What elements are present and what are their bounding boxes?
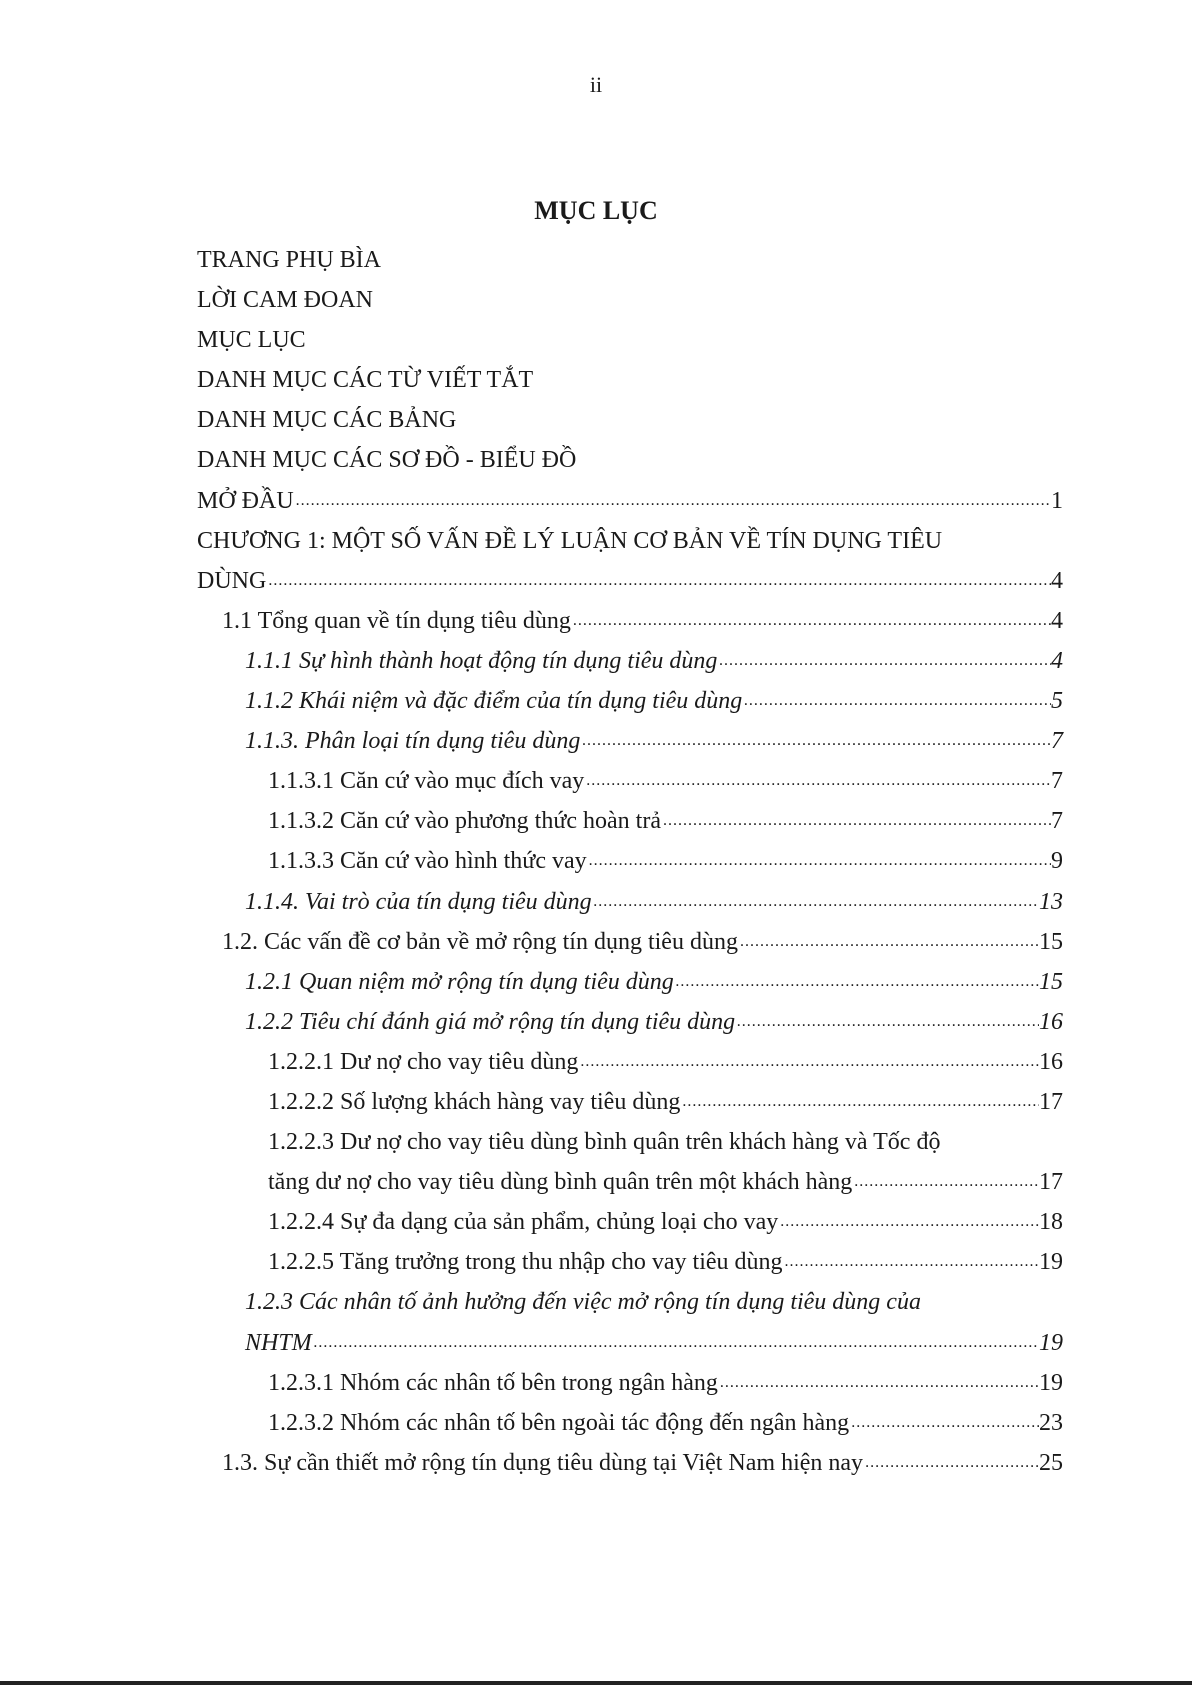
dot-leader — [742, 681, 1051, 721]
toc-item-label: 1.1.3.2 Căn cứ vào phương thức hoàn trả — [268, 808, 661, 835]
toc-item-label: 1.2.2.2 Số lượng khách hàng vay tiêu dùng — [268, 1088, 681, 1115]
toc-item-label: 1.1.3.3 Căn cứ vào hình thức vay — [268, 848, 587, 875]
toc-entry[interactable] — [197, 922, 1063, 962]
toc-item-label: 1.2.2.3 Dư nợ cho vay tiêu dùng bình quân trên khách hàng và Tốc độ — [268, 1129, 941, 1156]
toc-page-number: 13 — [1039, 888, 1063, 915]
dot-leader — [783, 1242, 1039, 1282]
toc-page-number: 9 — [1051, 848, 1063, 875]
toc-item-label: 1.1 Tổng quan về tín dụng tiêu dùng — [222, 607, 571, 634]
dot-leader — [849, 1403, 1039, 1443]
dot-leader — [717, 641, 1051, 681]
toc-entry[interactable] — [197, 841, 1063, 881]
toc-item-label: tăng dư nợ cho vay tiêu dùng bình quân trên một khách hàng — [268, 1169, 853, 1196]
toc-entry[interactable] — [197, 1162, 1063, 1202]
toc-entry[interactable] — [197, 641, 1063, 681]
toc-page-number: 1 — [1051, 487, 1063, 514]
toc-entry[interactable] — [197, 1002, 1063, 1042]
toc-item-label: 1.2.3.1 Nhóm các nhân tố bên trong ngân hàng — [268, 1369, 718, 1396]
toc-page-number: 7 — [1051, 808, 1063, 835]
toc-entry[interactable] — [197, 962, 1063, 1002]
toc-item-label: 1.2.2 Tiêu chí đánh giá mở rộng tín dụng tiêu dùng — [245, 1008, 736, 1035]
dot-leader — [863, 1443, 1039, 1483]
dot-leader — [674, 962, 1039, 1002]
toc-page-number: 17 — [1039, 1169, 1063, 1196]
toc-page-number: 15 — [1039, 928, 1063, 955]
toc-item-label: DANH MỤC CÁC BẢNG — [197, 407, 457, 434]
toc-item-label: 1.2.3 Các nhân tố ảnh hưởng đến việc mở rộng tín dụng tiêu dùng của — [245, 1289, 921, 1316]
toc-item-label: DANH MỤC CÁC SƠ ĐỒ - BIỂU ĐỒ — [197, 447, 577, 474]
toc-front-item[interactable] — [197, 320, 1063, 360]
toc-front-item[interactable] — [197, 360, 1063, 400]
toc-page-number: 7 — [1051, 728, 1063, 755]
toc-page-number: 19 — [1039, 1249, 1063, 1276]
toc-entry[interactable] — [197, 801, 1063, 841]
dot-leader — [738, 922, 1039, 962]
dot-leader — [718, 1363, 1039, 1403]
toc-item-label: NHTM — [245, 1329, 312, 1356]
toc-item-label: 1.1.1 Sự hình thành hoạt động tín dụng tiêu dùng — [245, 647, 718, 674]
toc-page-number: 15 — [1039, 968, 1063, 995]
toc-page-number: 23 — [1039, 1409, 1063, 1436]
toc-item-label: 1.1.4. Vai trò của tín dụng tiêu dùng — [245, 888, 592, 915]
toc-item-label: DANH MỤC CÁC TỪ VIẾT TẮT — [197, 367, 534, 394]
toc-page-number: 16 — [1039, 1048, 1063, 1075]
toc-entry[interactable] — [197, 1202, 1063, 1242]
dot-leader — [312, 1323, 1039, 1363]
toc-entry[interactable] — [197, 721, 1063, 761]
toc-item-label: 1.1.2 Khái niệm và đặc điểm của tín dụng tiêu dùng — [245, 688, 743, 715]
toc-item-label: 1.2.3.2 Nhóm các nhân tố bên ngoài tác động đến ngân hàng — [268, 1409, 850, 1436]
toc-entry[interactable] — [197, 1363, 1063, 1403]
toc-page-number: 17 — [1039, 1088, 1063, 1115]
dot-leader — [778, 1202, 1039, 1242]
toc-item-label: 1.1.3. Phân loại tín dụng tiêu dùng — [245, 728, 581, 755]
toc-page-number: 19 — [1039, 1329, 1063, 1356]
toc-front-item[interactable] — [197, 400, 1063, 440]
toc-item-label: 1.2.2.4 Sự đa dạng của sản phẩm, chủng loại cho vay — [268, 1209, 779, 1236]
toc-page-number: 25 — [1039, 1449, 1063, 1476]
toc-item-label: MỤC LỤC — [197, 327, 306, 354]
toc-item-label: LỜI CAM ĐOAN — [197, 287, 373, 314]
toc-entry[interactable] — [197, 1042, 1063, 1082]
toc-page-number: 19 — [1039, 1369, 1063, 1396]
toc-item-label: TRANG PHỤ BÌA — [197, 247, 382, 273]
toc-entry[interactable] — [197, 1443, 1063, 1483]
toc-item-label: DÙNG — [197, 567, 267, 594]
toc-item-label: 1.2.1 Quan niệm mở rộng tín dụng tiêu dùng — [245, 968, 674, 995]
toc-entry[interactable] — [197, 1323, 1063, 1363]
toc-item-label: 1.2.2.1 Dư nợ cho vay tiêu dùng — [268, 1048, 579, 1075]
dot-leader — [266, 561, 1051, 601]
toc-item-label: CHƯƠNG 1: MỘT SỐ VẤN ĐỀ LÝ LUẬN CƠ BẢN VỀ TÍN DỤNG TIÊU — [197, 527, 943, 554]
bottom-border — [0, 1681, 1192, 1685]
page-number: ii — [589, 72, 603, 97]
table-of-contents — [197, 240, 1063, 1483]
toc-page-number: 18 — [1039, 1209, 1063, 1236]
toc-entry[interactable] — [197, 1242, 1063, 1282]
toc-entry-wrapped-line[interactable] — [197, 1122, 1063, 1162]
dot-leader — [592, 882, 1039, 922]
toc-page-number: 16 — [1039, 1008, 1063, 1035]
toc-entry[interactable] — [197, 681, 1063, 721]
toc-entry[interactable] — [197, 761, 1063, 801]
dot-leader — [578, 1042, 1039, 1082]
toc-front-item[interactable] — [197, 280, 1063, 320]
page-title: MỤC LỤC — [534, 196, 658, 225]
toc-page-number: 4 — [1051, 567, 1063, 594]
toc-entry-wrapped-line[interactable] — [197, 1282, 1063, 1322]
toc-item-label: MỞ ĐẦU — [197, 487, 294, 514]
toc-page-number: 7 — [1051, 768, 1063, 795]
toc-entry[interactable] — [197, 561, 1063, 601]
toc-item-label: 1.2.2.5 Tăng trưởng trong thu nhập cho vay tiêu dùng — [268, 1249, 783, 1276]
dot-leader — [852, 1162, 1039, 1202]
dot-leader — [587, 841, 1051, 881]
toc-entry[interactable] — [197, 1082, 1063, 1122]
toc-entry[interactable] — [197, 601, 1063, 641]
dot-leader — [680, 1082, 1039, 1122]
toc-page-number: 5 — [1051, 688, 1063, 715]
toc-item-label: 1.1.3.1 Căn cứ vào mục đích vay — [268, 768, 585, 795]
toc-entry[interactable] — [197, 882, 1063, 922]
toc-entry[interactable] — [197, 481, 1063, 521]
toc-front-item[interactable] — [197, 440, 1063, 480]
toc-item-label: 1.3. Sự cần thiết mở rộng tín dụng tiêu dùng tại Việt Nam hiện nay — [222, 1449, 864, 1476]
toc-entry[interactable] — [197, 1403, 1063, 1443]
toc-page-number: 4 — [1051, 647, 1063, 674]
dot-leader — [735, 1002, 1039, 1042]
dot-leader — [661, 801, 1051, 841]
toc-front-item[interactable] — [197, 240, 1063, 280]
dot-leader — [571, 601, 1051, 641]
toc-item-label: 1.2. Các vấn đề cơ bản về mở rộng tín dụng tiêu dùng — [222, 928, 738, 955]
toc-entry-wrapped-line[interactable] — [197, 521, 1063, 561]
dot-leader — [584, 761, 1051, 801]
dot-leader — [294, 481, 1051, 521]
toc-page-number: 4 — [1051, 607, 1063, 634]
dot-leader — [580, 721, 1051, 761]
